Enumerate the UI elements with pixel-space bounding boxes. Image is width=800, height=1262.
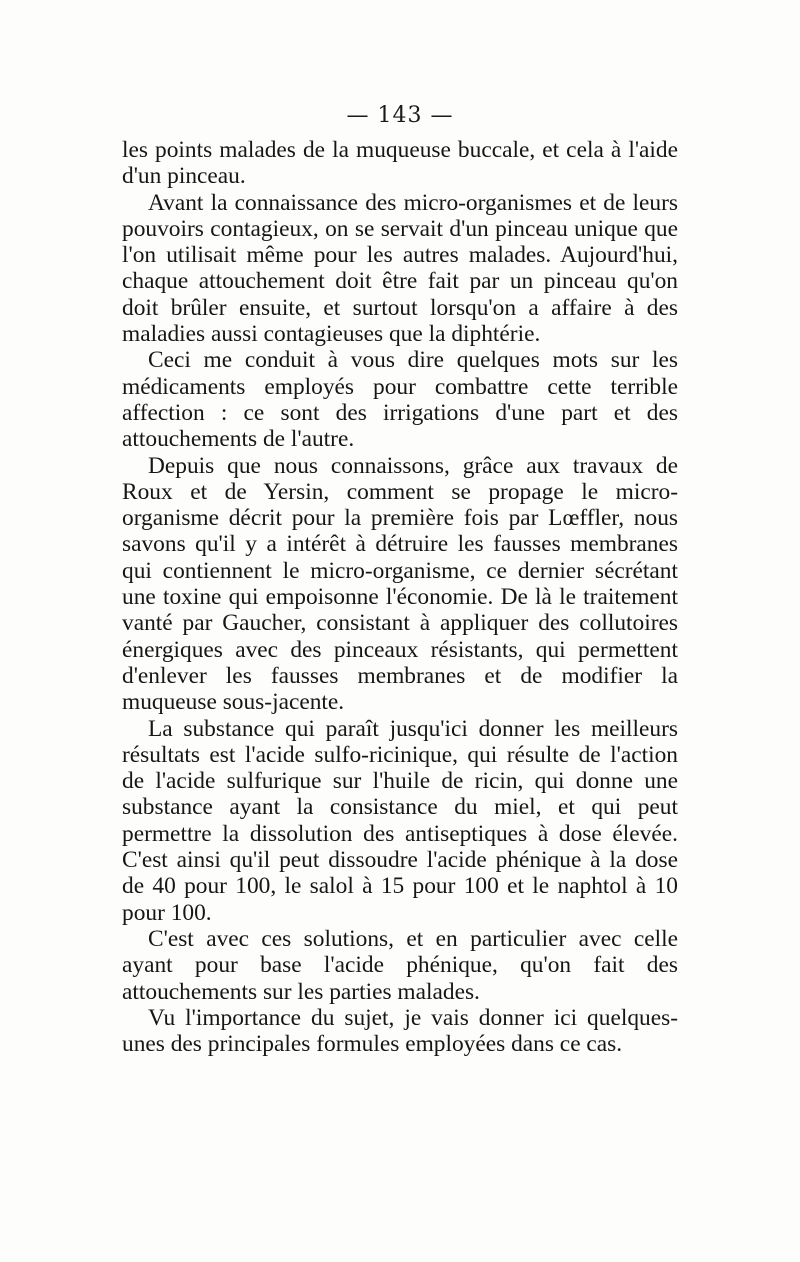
paragraph: C'est avec ces solutions, et en particulier avec celle ayant pour base l'acide phénique, qu'on fait des attouchements sur les parties malades.: [122, 925, 678, 1005]
paragraph: les points malades de la muqueuse buccale, et cela à l'aide d'un pinceau.: [122, 137, 678, 190]
paragraph: Depuis que nous connaissons, grâce aux travaux de Roux et de Yersin, comment se propage le micro-organisme décrit pour la première fois par Lœffler, nous savons qu'il y a intérêt à détruire les fausses membranes qui contiennent le micro-organisme, ce dernier sécrétant une toxine qui empoisonne l'économie. De là le traitement vanté par Gaucher, consistant à appliquer des collutoires énergiques avec des pinceaux résistants, qui permettent d'enlever les fausses membranes et de modifier la muqueuse sous-jacente.: [122, 452, 678, 716]
paragraph: Vu l'importance du sujet, je vais donner ici quelques-unes des principales formules employées dans ce cas.: [122, 1004, 678, 1058]
paragraph: Avant la connaissance des micro-organismes et de leurs pouvoirs contagieux, on se servait d'un pinceau unique que l'on utilisait même pour les autres malades. Aujourd'hui, chaque attouchement doit être fait par un pinceau qu'on doit brûler ensuite, et surtout lorsqu'on a affaire à des maladies aussi contagieuses que la diphtérie.: [122, 189, 678, 348]
paragraph: Ceci me conduit à vous dire quelques mots sur les médicaments employés pour combattre cette terrible affection : ce sont des irrigations d'une part et des attouchements de l'autre.: [122, 347, 678, 453]
page-number: — 143 —: [346, 103, 454, 128]
body-text: [122, 137, 678, 1057]
paragraph: La substance qui paraît jusqu'ici donner les meilleurs résultats est l'acide sulfo-ricinique, qui résulte de l'action de l'acide sulfurique sur l'huile de ricin, qui donne une substance ayant la consistance du miel, et qui peut permettre la dissolution des antiseptiques à dose élevée. C'est ainsi qu'il peut dissoudre l'acide phénique à la dose de 40 pour 100, le salol à 15 pour 100 et le naphtol à 10 pour 100.: [122, 715, 678, 926]
